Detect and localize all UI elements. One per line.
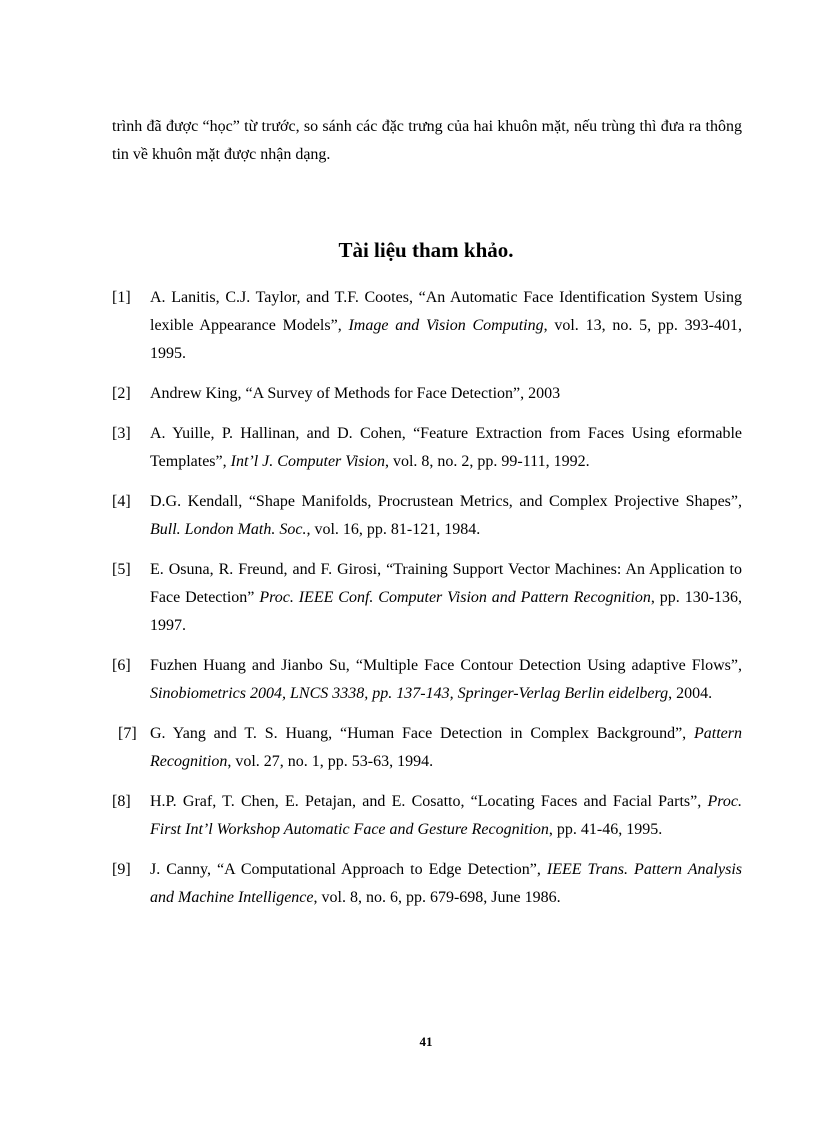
reference-item	[112, 788, 742, 844]
reference-item	[112, 652, 742, 708]
reference-text: Fuzhen Huang and Jianbo Su, “Multiple Face Contour Detection Using adaptive Flows”, Sinobiometrics 2004, LNCS 3338, pp. 137-143, Springer-Verlag Berlin eidelberg, 2004.	[150, 657, 742, 702]
reference-item	[112, 380, 742, 408]
reference-item	[112, 420, 742, 476]
reference-number: [2]	[112, 385, 131, 402]
reference-text: A. Lanitis, C.J. Taylor, and T.F. Cootes, “An Automatic Face Identification System Using lexible Appearance Models”, Image and Vision Computing, vol. 13, no. 5, pp. 393-401, 1995.	[150, 289, 742, 362]
reference-item	[112, 856, 742, 912]
reference-number: [8]	[112, 793, 131, 810]
reference-text: D.G. Kendall, “Shape Manifolds, Procrustean Metrics, and Complex Projective Shapes”, Bull. London Math. Soc., vol. 16, pp. 81-121, 1984.	[150, 493, 742, 538]
reference-number: [6]	[112, 657, 131, 674]
reference-text: Andrew King, “A Survey of Methods for Face Detection”, 2003	[150, 385, 561, 402]
reference-number: [1]	[112, 289, 131, 306]
references-list	[112, 284, 742, 924]
page-number: 41	[419, 1034, 433, 1049]
reference-item	[112, 488, 742, 544]
reference-number: [4]	[112, 493, 131, 510]
reference-text: A. Yuille, P. Hallinan, and D. Cohen, “Feature Extraction from Faces Using eformable Templates”, Int’l J. Computer Vision, vol. 8, no. 2, pp. 99-111, 1992.	[150, 425, 742, 470]
reference-text: H.P. Graf, T. Chen, E. Petajan, and E. Cosatto, “Locating Faces and Facial Parts”, Proc. First Int’l Workshop Automatic Face and Gesture Recognition, pp. 41-46, 1995.	[150, 793, 742, 838]
references-heading: Tài liệu tham khảo.	[338, 238, 514, 262]
reference-item	[112, 284, 742, 368]
reference-text: J. Canny, “A Computational Approach to Edge Detection”, IEEE Trans. Pattern Analysis and Machine Intelligence, vol. 8, no. 6, pp. 679-698, June 1986.	[150, 861, 742, 906]
reference-number: [5]	[112, 561, 131, 578]
intro-paragraph: trình đã được “học” từ trước, so sánh các đặc trưng của hai khuôn mặt, nếu trùng thì đưa ra thông tin về khuôn mặt được nhận dạng.	[112, 118, 742, 163]
reference-item	[112, 556, 742, 640]
reference-text: G. Yang and T. S. Huang, “Human Face Detection in Complex Background”, Pattern Recognition, vol. 27, no. 1, pp. 53-63, 1994.	[150, 725, 742, 770]
reference-text: E. Osuna, R. Freund, and F. Girosi, “Training Support Vector Machines: An Application to Face Detection” Proc. IEEE Conf. Computer Vision and Pattern Recognition, pp. 130-136, 1997.	[150, 561, 743, 634]
reference-number: [3]	[112, 425, 131, 442]
reference-item	[112, 720, 742, 776]
reference-number: [9]	[112, 861, 131, 878]
reference-number: [7]	[118, 725, 137, 742]
